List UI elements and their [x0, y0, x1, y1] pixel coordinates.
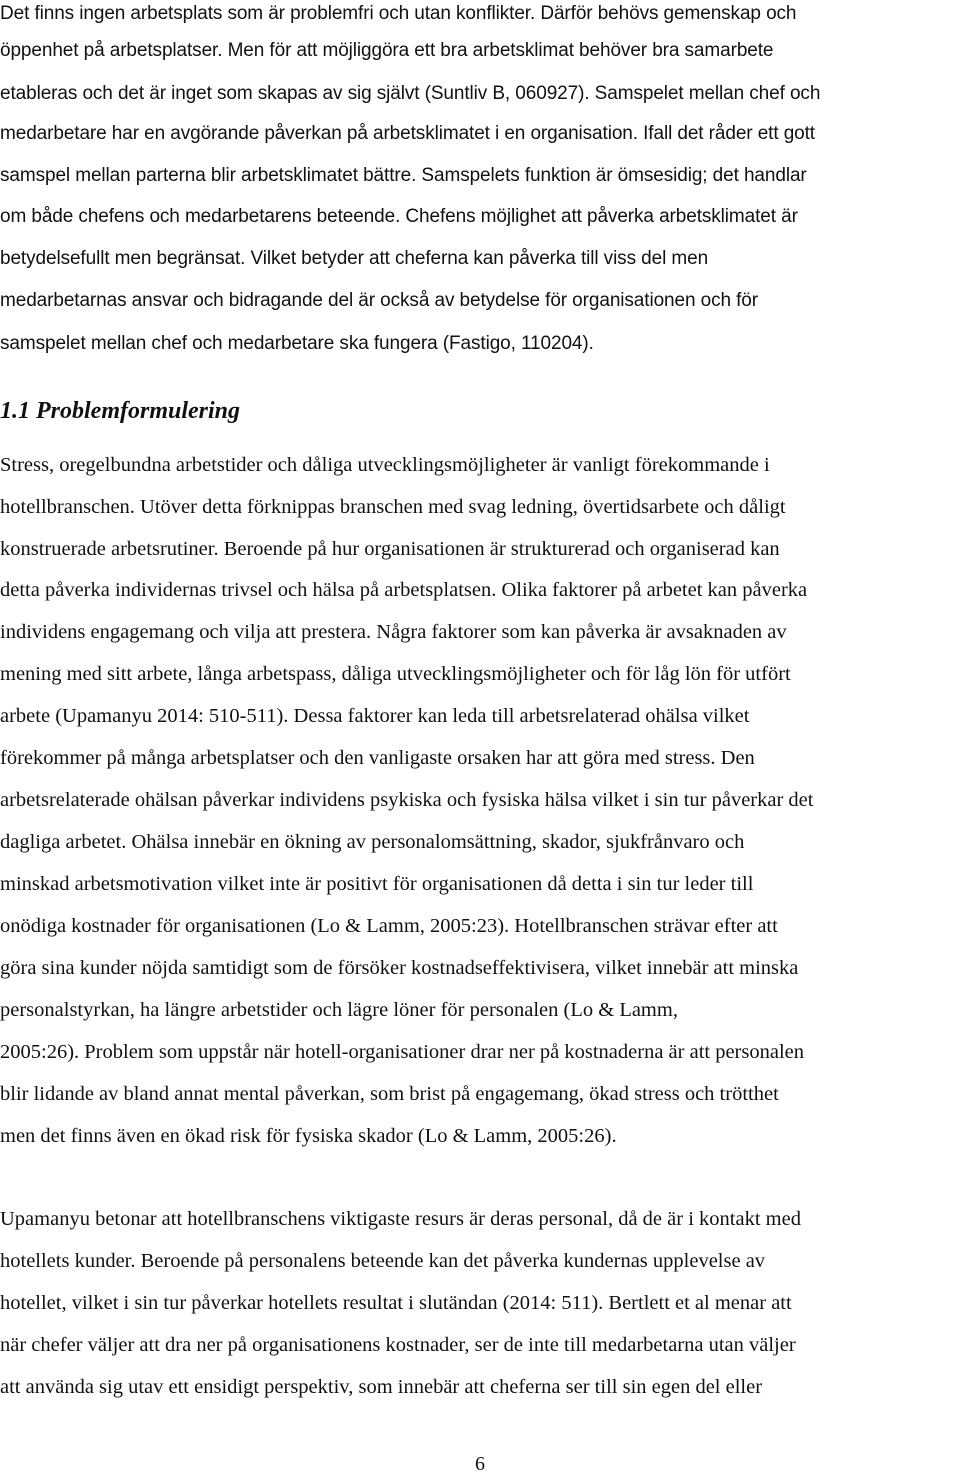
paragraph-2-line-16: blir lidande av bland annat mental påverkan, som brist på engagemang, ökad stress och trötthet [0, 1083, 779, 1105]
paragraph-1-line-6: om både chefens och medarbetarens beteende. Chefens möjlighet att påverka arbetsklimatet är [0, 206, 798, 227]
paragraph-2-line-7: arbete (Upamanyu 2014: 510-511). Dessa faktorer kan leda till arbetsrelaterad ohälsa vilket [0, 705, 750, 727]
paragraph-2-line-17: men det finns även en ökad risk för fysiska skador (Lo & Lamm, 2005:26). [0, 1125, 617, 1147]
paragraph-3-line-4: när chefer väljer att dra ner på organisationens kostnader, ser de inte till medarbetarna utan väljer [0, 1334, 796, 1356]
paragraph-2-line-10: dagliga arbetet. Ohälsa innebär en ökning av personalomsättning, skador, sjukfrånvaro och [0, 831, 745, 853]
paragraph-3-line-5: att använda sig utav ett ensidigt perspektiv, som innebär att cheferna ser till sin egen del eller [0, 1376, 763, 1398]
paragraph-1-line-8: medarbetarnas ansvar och bidragande del är också av betydelse för organisationen och för [0, 290, 759, 311]
paragraph-3-line-3: hotellet, vilket i sin tur påverkar hotellets resultat i slutändan (2014: 511). Bertlett et al menar att [0, 1292, 792, 1314]
paragraph-2-line-15: 2005:26). Problem som uppstår när hotell-organisationer drar ner på kostnaderna är att personalen [0, 1041, 805, 1063]
paragraph-1-line-9: samspelet mellan chef och medarbetare ska fungera (Fastigo, 110204). [0, 333, 594, 354]
paragraph-1-line-2: öppenhet på arbetsplatser. Men för att möjliggöra ett bra arbetsklimat behöver bra samarbete [0, 40, 774, 61]
paragraph-1-line-4: medarbetare har en avgörande påverkan på arbetsklimatet i en organisation. Ifall det råder ett gott [0, 123, 815, 144]
paragraph-2-line-9: arbetsrelaterade ohälsan påverkar individens psykiska och fysiska hälsa vilket i sin tur påverkar det [0, 789, 814, 811]
paragraph-2-line-8: förekommer på många arbetsplatser och den vanligaste orsaken har att göra med stress. Den [0, 747, 755, 769]
paragraph-1-line-5: samspel mellan parterna blir arbetsklimatet bättre. Samspelets funktion är ömsesidig; det handlar [0, 165, 807, 186]
paragraph-2-line-11: minskad arbetsmotivation vilket inte är positivt för organisationen då detta i sin tur leder till [0, 873, 754, 895]
paragraph-2-line-3: konstruerade arbetsrutiner. Beroende på hur organisationen är strukturerad och organiserad kan [0, 538, 780, 560]
paragraph-3-line-1: Upamanyu betonar att hotellbranschens viktigaste resurs är deras personal, då de är i kontakt med [0, 1208, 801, 1230]
paragraph-2-line-13: göra sina kunder nöjda samtidigt som de försöker kostnadseffektivisera, vilket innebär att minska [0, 957, 799, 979]
paragraph-2-line-2: hotellbranschen. Utöver detta förknippas branschen med svag ledning, övertidsarbete och dåligt [0, 496, 786, 518]
paragraph-2-line-5: individens engagemang och vilja att prestera. Några faktorer som kan påverka är avsaknaden av [0, 621, 787, 643]
paragraph-1-line-1: Det finns ingen arbetsplats som är problemfri och utan konflikter. Därför behövs gemenskap och [0, 3, 797, 24]
paragraph-2-line-1: Stress, oregelbundna arbetstider och dåliga utvecklingsmöjligheter är vanligt förekommande i [0, 454, 770, 476]
section-heading: 1.1 Problemformulering [0, 398, 241, 424]
paragraph-2-line-14: personalstyrkan, ha längre arbetstider och lägre löner för personalen (Lo & Lamm, [0, 999, 678, 1021]
paragraph-3-line-2: hotellets kunder. Beroende på personalens beteende kan det påverka kundernas upplevelse av [0, 1250, 766, 1272]
paragraph-1-line-3: etableras och det är inget som skapas av sig självt (Suntliv B, 060927). Samspelet mellan chef och [0, 83, 821, 104]
page-number: 6 [475, 1453, 485, 1475]
paragraph-2-line-12: onödiga kostnader för organisationen (Lo & Lamm, 2005:23). Hotellbranschen strävar efter att [0, 915, 778, 937]
paragraph-2-line-4: detta påverka individernas trivsel och hälsa på arbetsplatsen. Olika faktorer på arbetet kan påverka [0, 579, 808, 601]
paragraph-2-line-6: mening med sitt arbete, långa arbetspass, dåliga utvecklingsmöjligheter och för låg lön för utfört [0, 663, 791, 685]
paragraph-1-line-7: betydelsefullt men begränsat. Vilket betyder att cheferna kan påverka till viss del men [0, 248, 709, 269]
